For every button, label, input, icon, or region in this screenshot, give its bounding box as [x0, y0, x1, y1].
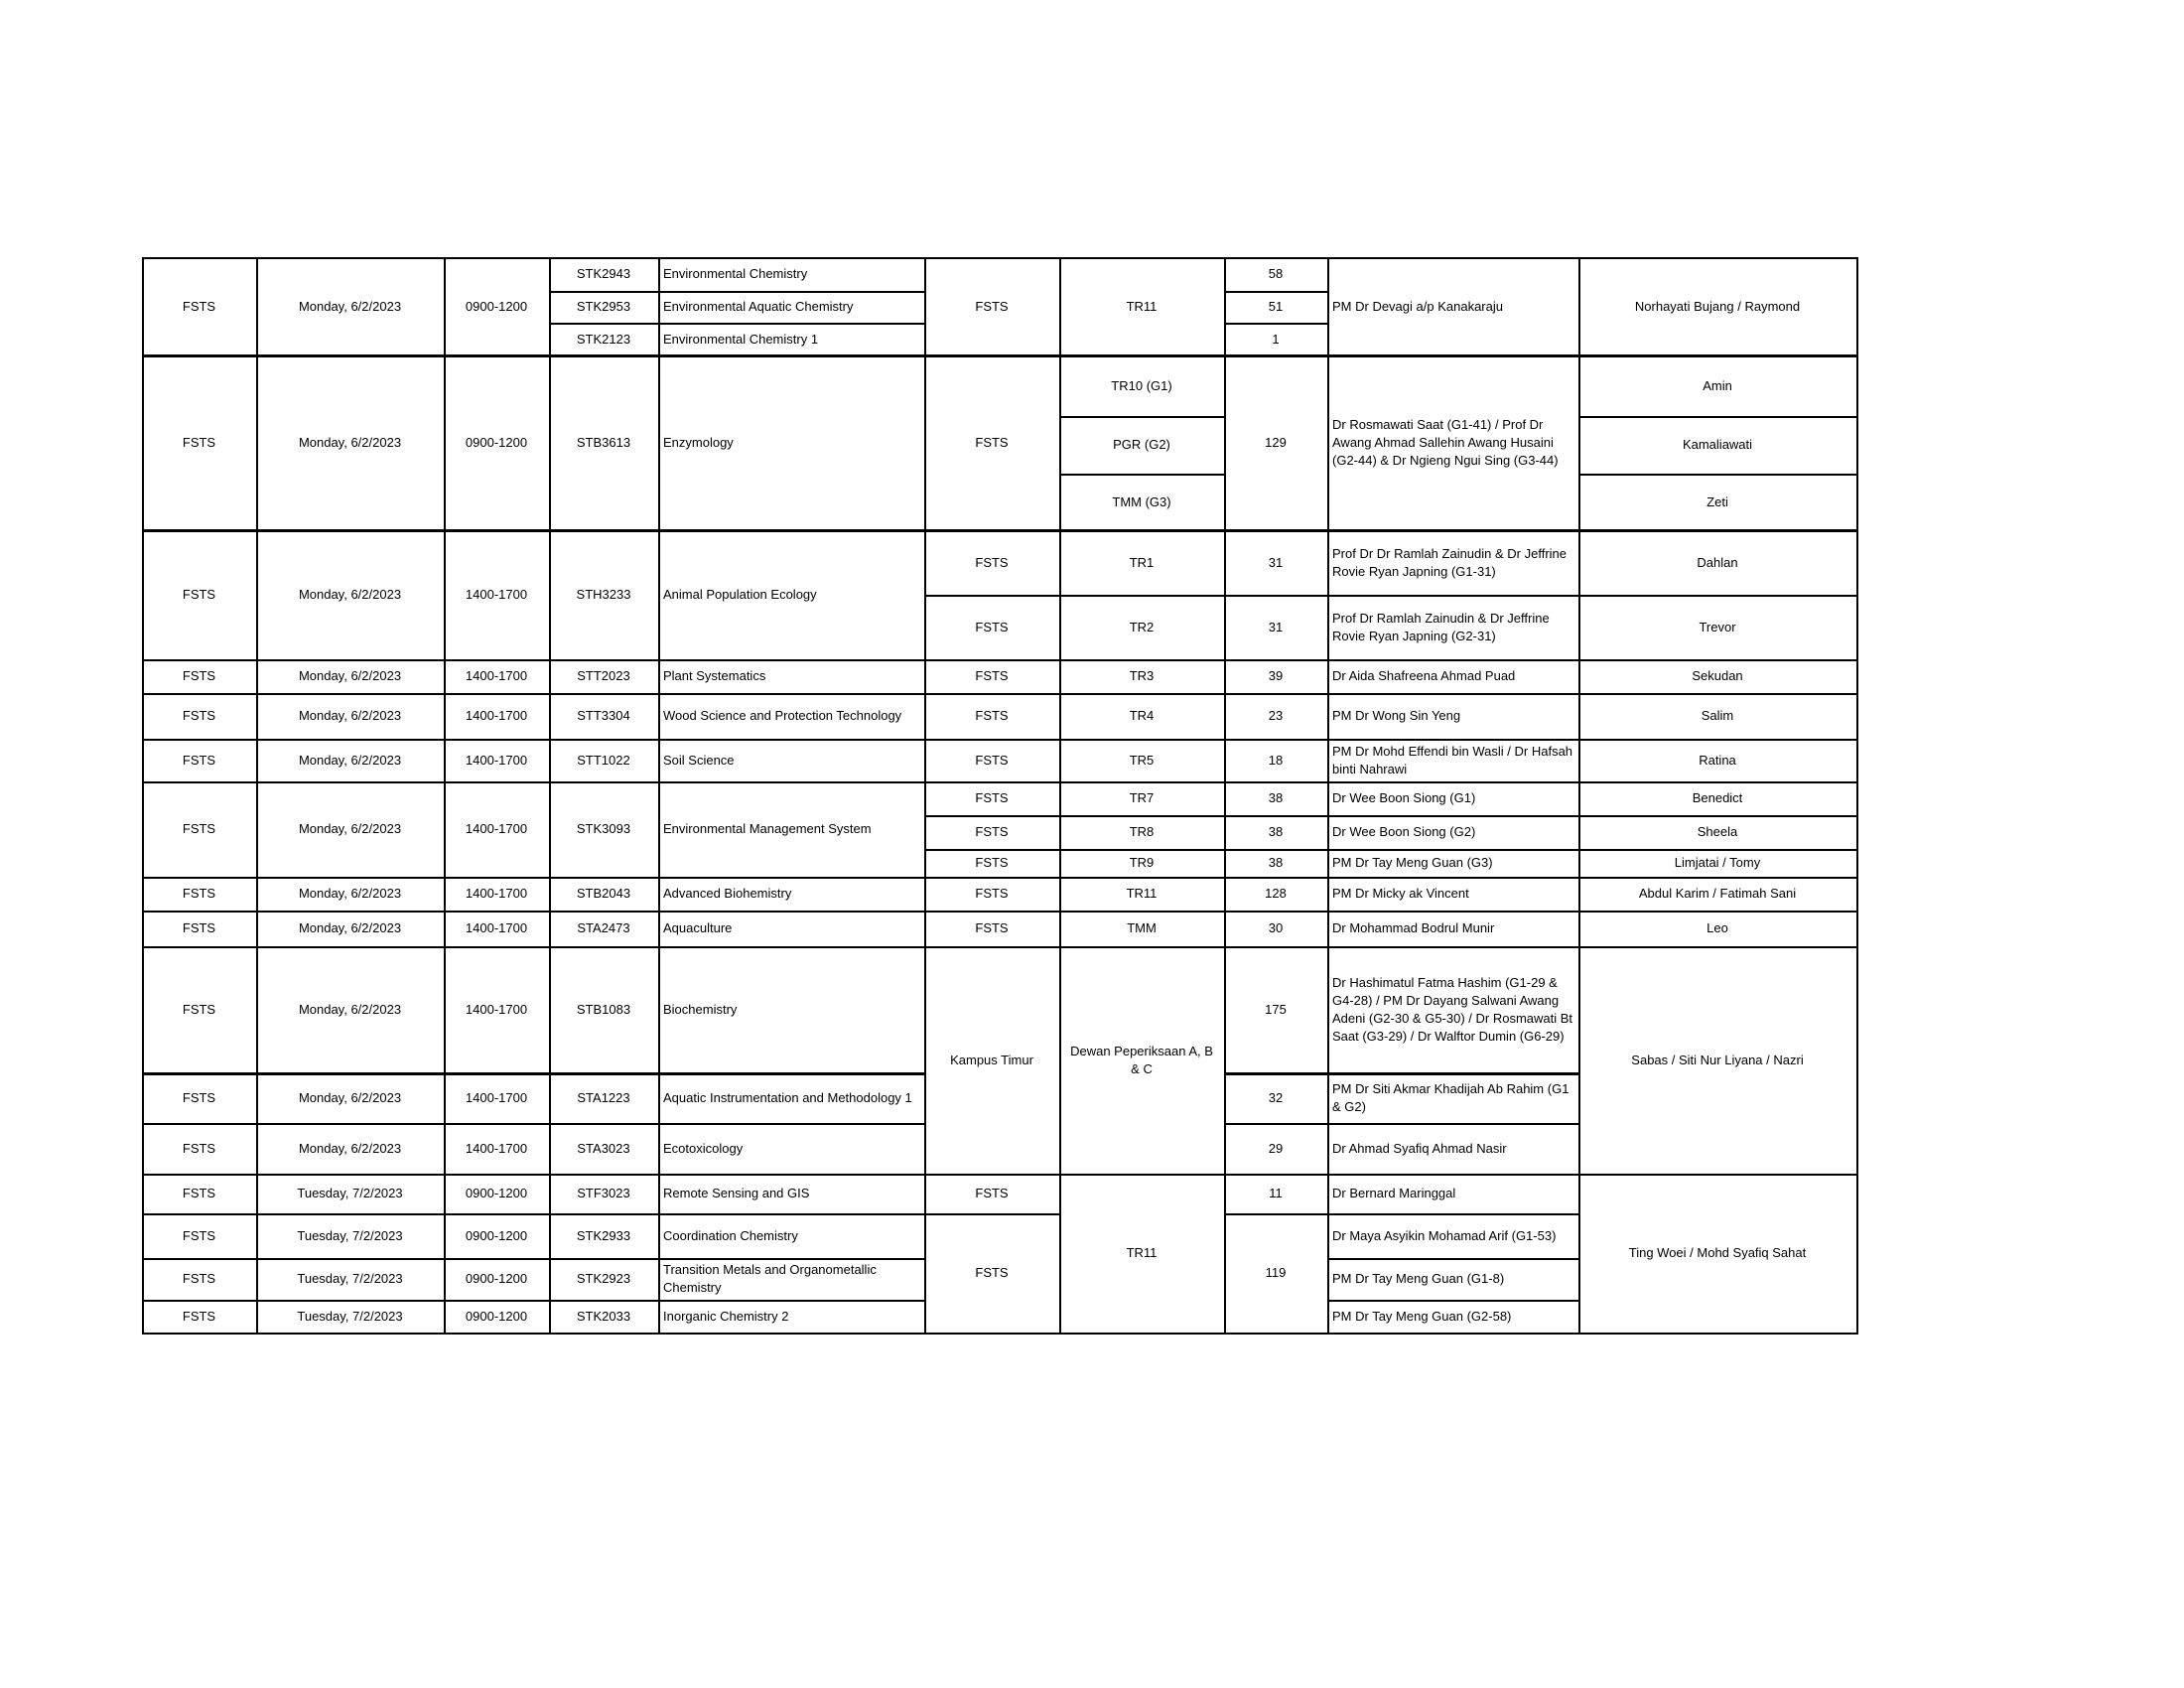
exam-time: 0900-1200 [465, 435, 528, 450]
exam-time: 0900-1200 [465, 1271, 528, 1286]
invigilator: Limjatai / Tomy [1674, 855, 1761, 870]
course-name: Environmental Management System [663, 821, 872, 836]
room: TR2 [1129, 619, 1155, 634]
course-name: Coordination Chemistry [663, 1227, 798, 1243]
student-count: 31 [1268, 619, 1284, 634]
exam-time: 1400-1700 [465, 1140, 528, 1156]
room: TR11 [1126, 298, 1158, 314]
student-count: 23 [1268, 708, 1284, 723]
room: TR1 [1129, 554, 1155, 570]
lecturer: PM Dr Siti Akmar Khadijah Ab Rahim (G1 & G2) [1332, 1081, 1570, 1114]
course-name: Soil Science [663, 752, 735, 768]
exam-date: Monday, 6/2/2023 [298, 708, 402, 723]
student-count: 51 [1268, 299, 1284, 314]
course-name: Plant Systematics [663, 668, 766, 683]
invigilator: Abdul Karim / Fatimah Sani [1638, 886, 1797, 901]
course-name: Remote Sensing and GIS [663, 1186, 810, 1200]
grid-line [1856, 257, 1858, 1333]
course-code: STB1083 [576, 1002, 631, 1017]
faculty: FSTS [182, 435, 216, 450]
faculty: FSTS [182, 886, 216, 901]
course-code: STK3093 [576, 821, 631, 836]
invigilator: Leo [1706, 920, 1728, 935]
lecturer: PM Dr Micky ak Vincent [1332, 886, 1469, 901]
invigilator: Sabas / Siti Nur Liyana / Nazri [1631, 1052, 1804, 1067]
course-code: STA2473 [577, 920, 630, 935]
lecturer: Dr Mohammad Bodrul Munir [1332, 920, 1495, 935]
exam-time: 1400-1700 [465, 587, 528, 602]
faculty: FSTS [182, 1227, 216, 1243]
student-count: 11 [1269, 1186, 1283, 1200]
exam-time: 0900-1200 [465, 1227, 528, 1243]
exam-date: Monday, 6/2/2023 [298, 1002, 402, 1017]
course-code: STH3233 [576, 587, 631, 602]
lecturer: Prof Dr Dr Ramlah Zainudin & Dr Jeffrine Rovie Ryan Japning (G1-31) [1332, 545, 1568, 579]
venue-block: FSTS [975, 824, 1009, 839]
venue-block: FSTS [975, 619, 1009, 634]
lecturer: PM Dr Tay Meng Guan (G1-8) [1332, 1271, 1505, 1286]
invigilator: Zeti [1706, 493, 1728, 509]
room: TR5 [1129, 752, 1155, 768]
student-count: 38 [1268, 824, 1284, 839]
venue-block: Kampus Timur [950, 1052, 1033, 1067]
course-code: STA1223 [577, 1090, 630, 1105]
exam-date: Monday, 6/2/2023 [298, 668, 402, 683]
invigilator: Sekudan [1692, 668, 1743, 683]
invigilator: Dahlan [1697, 554, 1738, 570]
course-code: STK2953 [576, 299, 631, 314]
faculty: FSTS [182, 1271, 216, 1286]
exam-time: 1400-1700 [465, 920, 528, 935]
invigilator: Trevor [1699, 619, 1736, 634]
grid-line [142, 1333, 1858, 1335]
invigilator: Ting Woei / Mohd Syafiq Sahat [1628, 1245, 1807, 1260]
exam-date: Monday, 6/2/2023 [298, 920, 402, 935]
student-count: 38 [1268, 855, 1284, 870]
room: TR11 [1126, 886, 1158, 901]
venue-block: FSTS [975, 920, 1009, 935]
course-code: STB2043 [576, 886, 631, 901]
venue-block: FSTS [975, 752, 1009, 768]
faculty: FSTS [182, 1090, 216, 1105]
invigilator: Benedict [1692, 790, 1743, 805]
exam-time: 1400-1700 [465, 752, 528, 768]
exam-date: Tuesday, 7/2/2023 [297, 1308, 403, 1324]
course-name: Aquatic Instrumentation and Methodology 1 [663, 1090, 912, 1105]
invigilator: Norhayati Bujang / Raymond [1634, 298, 1801, 314]
course-code: STT1022 [577, 752, 630, 768]
lecturer: PM Dr Wong Sin Yeng [1332, 708, 1461, 723]
exam-time: 1400-1700 [465, 821, 528, 836]
student-count: 29 [1268, 1140, 1284, 1156]
invigilator: Ratina [1699, 752, 1736, 768]
course-code: STA3023 [577, 1140, 630, 1156]
course-name: Environmental Chemistry 1 [663, 331, 819, 347]
course-code: STK2033 [576, 1308, 631, 1324]
faculty: FSTS [182, 1140, 216, 1156]
student-count: 18 [1268, 752, 1284, 768]
venue-block: FSTS [975, 298, 1009, 314]
exam-date: Monday, 6/2/2023 [298, 1090, 402, 1105]
exam-time: 0900-1200 [465, 1308, 528, 1324]
faculty: FSTS [182, 587, 216, 602]
exam-time: 0900-1200 [465, 298, 528, 314]
venue-block: FSTS [975, 668, 1009, 683]
course-name: Biochemistry [663, 1002, 738, 1017]
venue-block: FSTS [975, 1186, 1009, 1200]
room: TR4 [1129, 708, 1155, 723]
course-name: Enzymology [663, 435, 734, 450]
lecturer: PM Dr Devagi a/p Kanakaraju [1332, 298, 1503, 314]
venue-block: FSTS [975, 708, 1009, 723]
lecturer: Dr Aida Shafreena Ahmad Puad [1332, 668, 1516, 683]
exam-date: Monday, 6/2/2023 [298, 435, 402, 450]
faculty: FSTS [182, 708, 216, 723]
lecturer: Prof Dr Ramlah Zainudin & Dr Jeffrine Rovie Ryan Japning (G2-31) [1332, 610, 1550, 643]
student-count: 58 [1268, 266, 1284, 281]
room: TR9 [1129, 855, 1155, 870]
course-code: STK2943 [576, 266, 631, 281]
room: TR8 [1129, 824, 1155, 839]
lecturer: Dr Wee Boon Siong (G2) [1332, 824, 1476, 839]
room: TR10 (G1) [1111, 377, 1172, 393]
invigilator: Salim [1701, 708, 1734, 723]
exam-date: Monday, 6/2/2023 [298, 587, 402, 602]
lecturer: Dr Hashimatul Fatma Hashim (G1-29 & G4-28) / PM Dr Dayang Salwani Awang Adeni (G2-30 & G5-30) / Dr Rosmawati Bt Saat (G3-29) / Dr Walftor Dumin (G6-29) [1332, 975, 1573, 1044]
exam-time: 1400-1700 [465, 1002, 528, 1017]
lecturer: Dr Maya Asyikin Mohamad Arif (G1-53) [1332, 1227, 1557, 1243]
exam-schedule-table [142, 257, 1856, 1333]
course-name: Transition Metals and Organometallic Chemistry [663, 1262, 877, 1295]
faculty: FSTS [182, 298, 216, 314]
exam-date: Tuesday, 7/2/2023 [297, 1227, 403, 1243]
exam-date: Tuesday, 7/2/2023 [297, 1271, 403, 1286]
lecturer: Dr Ahmad Syafiq Ahmad Nasir [1332, 1140, 1507, 1156]
course-name: Ecotoxicology [663, 1140, 744, 1156]
course-name: Wood Science and Protection Technology [663, 708, 902, 723]
exam-date: Monday, 6/2/2023 [298, 1140, 402, 1156]
lecturer: PM Dr Tay Meng Guan (G2-58) [1332, 1308, 1512, 1324]
faculty: FSTS [182, 1186, 216, 1200]
faculty: FSTS [182, 1308, 216, 1324]
invigilator: Amin [1703, 377, 1732, 393]
lecturer: Dr Wee Boon Siong (G1) [1332, 790, 1476, 805]
room: Dewan Peperiksaan A, B & C [1070, 1043, 1213, 1076]
student-count: 1 [1272, 331, 1280, 347]
course-name: Animal Population Ecology [663, 587, 817, 602]
exam-date: Monday, 6/2/2023 [298, 821, 402, 836]
room: TR3 [1129, 668, 1155, 683]
exam-date: Tuesday, 7/2/2023 [297, 1186, 403, 1200]
student-count: 119 [1265, 1265, 1287, 1280]
student-count: 175 [1265, 1002, 1287, 1017]
room: TMM (G3) [1112, 493, 1171, 509]
exam-date: Monday, 6/2/2023 [298, 886, 402, 901]
exam-time: 1400-1700 [465, 886, 528, 901]
exam-time: 1400-1700 [465, 1090, 528, 1105]
room: TR11 [1126, 1245, 1158, 1260]
course-name: Environmental Chemistry [663, 266, 808, 281]
course-code: STB3613 [576, 435, 631, 450]
exam-time: 1400-1700 [465, 668, 528, 683]
lecturer: PM Dr Tay Meng Guan (G3) [1332, 855, 1493, 870]
faculty: FSTS [182, 668, 216, 683]
exam-time: 1400-1700 [465, 708, 528, 723]
exam-date: Monday, 6/2/2023 [298, 298, 402, 314]
invigilator: Kamaliawati [1682, 437, 1753, 452]
course-name: Aquaculture [663, 920, 733, 935]
course-code: STK2933 [576, 1227, 631, 1243]
venue-block: FSTS [975, 554, 1009, 570]
course-code: STK2923 [576, 1271, 631, 1286]
student-count: 31 [1268, 554, 1284, 570]
student-count: 39 [1268, 668, 1284, 683]
student-count: 30 [1268, 920, 1284, 935]
venue-block: FSTS [975, 855, 1009, 870]
lecturer: Dr Bernard Maringgal [1332, 1186, 1456, 1200]
course-name: Advanced Biohemistry [663, 886, 792, 901]
room: PGR (G2) [1113, 437, 1170, 452]
venue-block: FSTS [975, 790, 1009, 805]
faculty: FSTS [182, 920, 216, 935]
course-code: STF3023 [577, 1186, 630, 1200]
room: TMM [1127, 920, 1157, 935]
student-count: 32 [1268, 1090, 1284, 1105]
lecturer: PM Dr Mohd Effendi bin Wasli / Dr Hafsah binti Nahrawi [1332, 743, 1573, 776]
course-code: STT2023 [577, 668, 630, 683]
course-name: Environmental Aquatic Chemistry [663, 299, 854, 314]
exam-time: 0900-1200 [465, 1186, 528, 1200]
invigilator: Sheela [1697, 824, 1738, 839]
room: TR7 [1129, 790, 1155, 805]
venue-block: FSTS [975, 435, 1009, 450]
venue-block: FSTS [975, 1265, 1009, 1280]
course-name: Inorganic Chemistry 2 [663, 1308, 789, 1324]
faculty: FSTS [182, 821, 216, 836]
faculty: FSTS [182, 752, 216, 768]
student-count: 38 [1268, 790, 1284, 805]
course-code: STK2123 [576, 331, 631, 347]
student-count: 129 [1265, 435, 1287, 450]
student-count: 128 [1265, 886, 1287, 901]
exam-date: Monday, 6/2/2023 [298, 752, 402, 768]
course-code: STT3304 [577, 708, 630, 723]
venue-block: FSTS [975, 886, 1009, 901]
lecturer: Dr Rosmawati Saat (G1-41) / Prof Dr Awang Ahmad Sallehin Awang Husaini (G2-44) & Dr Ngieng Ngui Sing (G3-44) [1332, 417, 1559, 468]
faculty: FSTS [182, 1002, 216, 1017]
